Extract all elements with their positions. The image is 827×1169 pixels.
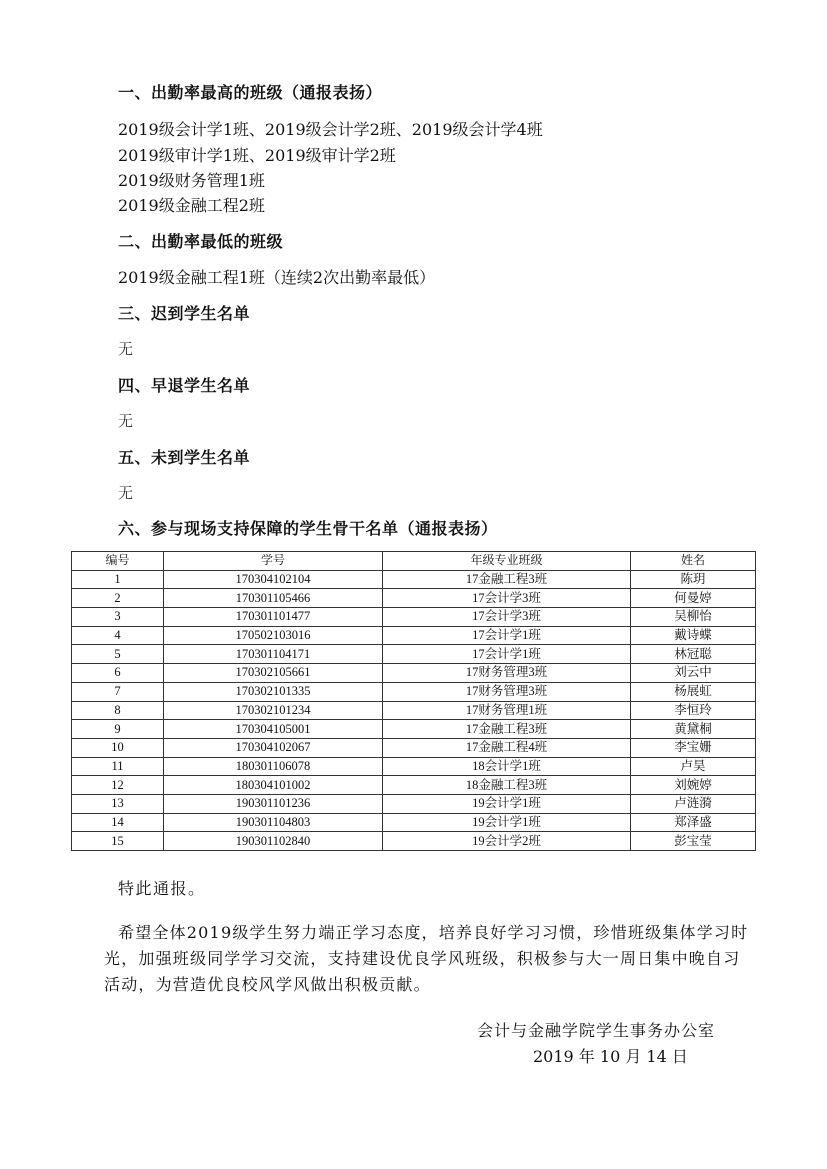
early-leave-none: 无 bbox=[118, 412, 134, 430]
cell-student-id: 170302101335 bbox=[164, 682, 383, 701]
cell-class: 19会计学1班 bbox=[383, 794, 631, 813]
absent-students-none: 无 bbox=[118, 484, 134, 502]
table-row bbox=[72, 720, 756, 739]
cell-number: 13 bbox=[72, 794, 164, 813]
table-row bbox=[72, 626, 756, 645]
table-row bbox=[72, 832, 756, 851]
highest-attendance-line: 2019级审计学1班、2019级审计学2班 bbox=[118, 146, 396, 165]
cell-student-id: 170304105001 bbox=[164, 720, 383, 739]
table-row bbox=[72, 776, 756, 795]
section-heading-highest-attendance: 一、出勤率最高的班级（通报表扬） bbox=[118, 83, 383, 102]
cell-number: 2 bbox=[72, 589, 164, 608]
cell-number: 9 bbox=[72, 720, 164, 739]
cell-name: 陈玥 bbox=[631, 570, 756, 589]
table-row bbox=[72, 813, 756, 832]
cell-class: 17财务管理1班 bbox=[383, 701, 631, 720]
cell-student-id: 180301106078 bbox=[164, 757, 383, 776]
table-row bbox=[72, 738, 756, 757]
cell-student-id: 170301105466 bbox=[164, 589, 383, 608]
cell-name: 林冠聪 bbox=[631, 645, 756, 664]
cell-class: 17金融工程3班 bbox=[383, 570, 631, 589]
cell-name: 戴诗蝶 bbox=[631, 626, 756, 645]
cell-name: 刘云中 bbox=[631, 664, 756, 683]
cell-name: 卢昊 bbox=[631, 757, 756, 776]
cell-number: 12 bbox=[72, 776, 164, 795]
cell-class: 17会计学3班 bbox=[383, 608, 631, 627]
header-student-id: 学号 bbox=[164, 552, 383, 571]
cell-student-id: 170302105661 bbox=[164, 664, 383, 683]
signature-date: 2019 年 10 月 14 日 bbox=[533, 1047, 688, 1066]
cell-class: 18金融工程3班 bbox=[383, 776, 631, 795]
late-students-none: 无 bbox=[118, 340, 134, 358]
cell-class: 17财务管理3班 bbox=[383, 664, 631, 683]
cell-number: 6 bbox=[72, 664, 164, 683]
cell-student-id: 170304102067 bbox=[164, 738, 383, 757]
cell-student-id: 190301102840 bbox=[164, 832, 383, 851]
cell-student-id: 170301104171 bbox=[164, 645, 383, 664]
cell-student-id: 180304101002 bbox=[164, 776, 383, 795]
cell-student-id: 170304102104 bbox=[164, 570, 383, 589]
table-row bbox=[72, 701, 756, 720]
section-heading-lowest-attendance: 二、出勤率最低的班级 bbox=[118, 232, 284, 251]
table-row bbox=[72, 664, 756, 683]
cell-number: 11 bbox=[72, 757, 164, 776]
table-row bbox=[72, 570, 756, 589]
table-row bbox=[72, 645, 756, 664]
cell-student-id: 170301101477 bbox=[164, 608, 383, 627]
highest-attendance-line: 2019级会计学1班、2019级会计学2班、2019级会计学4班 bbox=[118, 120, 543, 139]
cell-name: 刘婉婷 bbox=[631, 776, 756, 795]
section-heading-support-students: 六、参与现场支持保障的学生骨干名单（通报表扬） bbox=[118, 519, 498, 538]
cell-name: 李恒玲 bbox=[631, 701, 756, 720]
cell-name: 杨展虹 bbox=[631, 682, 756, 701]
cell-student-id: 190301104803 bbox=[164, 813, 383, 832]
cell-name: 黄黛桐 bbox=[631, 720, 756, 739]
table-header-row bbox=[72, 552, 756, 571]
cell-number: 1 bbox=[72, 570, 164, 589]
cell-class: 17金融工程4班 bbox=[383, 738, 631, 757]
section-heading-absent-students: 五、未到学生名单 bbox=[118, 448, 251, 467]
cell-number: 10 bbox=[72, 738, 164, 757]
lowest-attendance-line: 2019级金融工程1班（连续2次出勤率最低） bbox=[118, 268, 436, 287]
cell-class: 19会计学2班 bbox=[383, 832, 631, 851]
highest-attendance-line: 2019级金融工程2班 bbox=[118, 196, 265, 215]
cell-number: 4 bbox=[72, 626, 164, 645]
header-number: 编号 bbox=[72, 552, 164, 571]
cell-number: 7 bbox=[72, 682, 164, 701]
cell-class: 17财务管理3班 bbox=[383, 682, 631, 701]
cell-name: 彭宝莹 bbox=[631, 832, 756, 851]
table-row bbox=[72, 757, 756, 776]
cell-class: 17会计学1班 bbox=[383, 645, 631, 664]
cell-class: 17金融工程3班 bbox=[383, 720, 631, 739]
exhortation-paragraph: 希望全体2019级学生努力端正学习态度，培养良好学习习惯，珍惜班级集体学习时光，加强班级同学学习交流，支持建设优良学风班级，积极参与大一周日集中晚自习活动，为营造优良校风学风做出积极贡献。 bbox=[104, 923, 749, 994]
cell-student-id: 190301101236 bbox=[164, 794, 383, 813]
cell-name: 何曼婷 bbox=[631, 589, 756, 608]
signature-office: 会计与金融学院学生事务办公室 bbox=[477, 1021, 716, 1040]
cell-student-id: 170502103016 bbox=[164, 626, 383, 645]
closing-text: 特此通报。 bbox=[118, 879, 206, 898]
cell-number: 5 bbox=[72, 645, 164, 664]
cell-class: 19会计学1班 bbox=[383, 813, 631, 832]
cell-number: 15 bbox=[72, 832, 164, 851]
header-class: 年级专业班级 bbox=[383, 552, 631, 571]
cell-name: 郑泽盛 bbox=[631, 813, 756, 832]
cell-number: 14 bbox=[72, 813, 164, 832]
cell-name: 卢涟漪 bbox=[631, 794, 756, 813]
table-row bbox=[72, 682, 756, 701]
cell-number: 8 bbox=[72, 701, 164, 720]
table-row bbox=[72, 608, 756, 627]
cell-class: 18会计学1班 bbox=[383, 757, 631, 776]
cell-name: 李宝姗 bbox=[631, 738, 756, 757]
header-name: 姓名 bbox=[631, 552, 756, 571]
support-students-table bbox=[71, 551, 756, 851]
table-row bbox=[72, 794, 756, 813]
section-heading-late-students: 三、迟到学生名单 bbox=[118, 304, 251, 323]
highest-attendance-line: 2019级财务管理1班 bbox=[118, 171, 265, 190]
section-heading-early-leave-students: 四、早退学生名单 bbox=[118, 376, 251, 395]
cell-class: 17会计学3班 bbox=[383, 589, 631, 608]
cell-class: 17会计学1班 bbox=[383, 626, 631, 645]
cell-student-id: 170302101234 bbox=[164, 701, 383, 720]
cell-number: 3 bbox=[72, 608, 164, 627]
cell-name: 吴柳怡 bbox=[631, 608, 756, 627]
table-row bbox=[72, 589, 756, 608]
